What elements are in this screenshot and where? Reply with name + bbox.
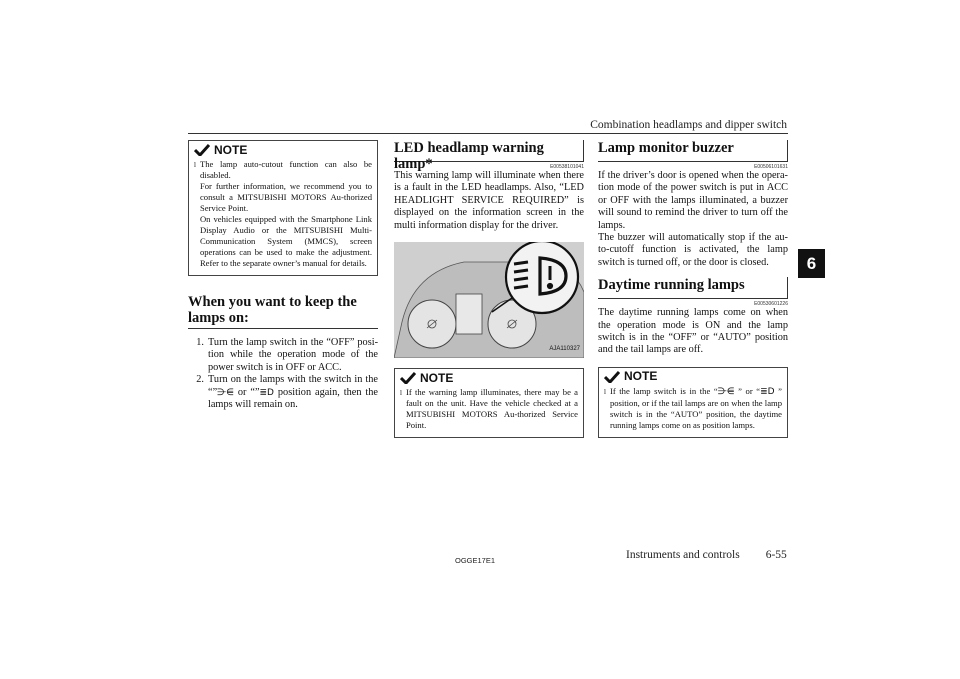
footer-section: Instruments and controls xyxy=(626,549,740,561)
page-footer xyxy=(626,549,787,561)
headlamp-icon: ≣D xyxy=(760,386,775,397)
note-label: NOTE xyxy=(420,370,454,385)
instrument-cluster-figure xyxy=(394,242,584,358)
note-para: On vehicles equipped with the Smartphone Link Display Audio or the MITSUBISHI Multi-Communication System (MMCS), screen operations can be used to make the adjustment. Refer to the separate owner’s manual for details. xyxy=(199,214,372,268)
cluster-illustration xyxy=(394,242,584,358)
step-item: 1. Turn the lamp switch in the “OFF” posi-tion while the operation mode of the power switch is in OFF or ACC. xyxy=(196,337,378,373)
page-number: 6-55 xyxy=(765,549,787,561)
bullet-icon: l xyxy=(194,161,196,169)
checkmark-icon xyxy=(400,372,416,384)
checkmark-icon xyxy=(604,371,620,383)
header-rule xyxy=(188,133,788,134)
steps-list xyxy=(188,337,378,411)
parking-lamp-icon: ⋺⋹ xyxy=(217,387,234,398)
chapter-tab: 6 xyxy=(798,249,825,278)
figure-label: AJA110327 xyxy=(549,346,580,353)
note-box-drl: NOTE l If the lamp switch is in the “⋺⋹ ” or “≣D ” position, or if the tail lamps are on when the lamp switch is in the “AUTO” position, the daytime running lamps come on as position lamps. xyxy=(598,367,788,438)
document-code: OGGE17E1 xyxy=(455,556,496,565)
buzzer-body: If the driver’s door is opened when the opera-tion mode of the power switch is put in ACC or OFF with the lamps illuminated, a buzzer will sound to remind the driver to turn off the lamps. xyxy=(598,170,788,231)
column-2 xyxy=(394,140,584,438)
drl-body: The daytime running lamps come on when the operation mode is ON and the lamp switch is in the “OFF” or “AUTO” position and the tail lamps are off. xyxy=(598,307,788,356)
bullet-icon: l xyxy=(604,387,606,396)
buzzer-body: The buzzer will automatically stop if the au-to-cutoff function is activated, the lamp switch is turned off, or the door is closed. xyxy=(598,232,788,268)
note-para: If the warning lamp illuminates, there may be a fault on the unit. Have the vehicle checked at a MITSUBISHI MOTORS Au-thorized Service Point. xyxy=(405,387,578,431)
led-warning-body: This warning lamp will illuminate when there is a fault in the LED headlamps. Also, “LED HEADLIGHT SERVICE REQUIRED” is displayed on the information screen in the multi information display for the driver. xyxy=(394,170,584,231)
section-code: E00506101631 xyxy=(754,164,788,170)
section-code: E00530601226 xyxy=(754,301,788,308)
bullet-icon: l xyxy=(400,389,402,398)
heading-led-warning: LED headlamp warning lamp* xyxy=(394,140,584,162)
parking-lamp-icon: ⋺⋹ xyxy=(717,386,735,397)
note-box-warning xyxy=(394,368,584,438)
headlamp-icon: ≣D xyxy=(259,387,274,398)
heading-keep-lamps-on: When you want to keep the lamps on: xyxy=(188,294,378,329)
note-para: The lamp auto-cutout function can also be disabled. xyxy=(199,159,372,180)
note-para: For further information, we recommend you to consult a MITSUBISHI MOTORS Au-thorized Service Point. xyxy=(199,181,372,213)
note-header xyxy=(604,371,782,383)
step-item: 2. Turn on the lamps with the switch in the “”⋺⋹ or “”≣D position again, then the lamps will remain on. xyxy=(196,374,378,411)
note-header xyxy=(194,144,372,156)
column-3 xyxy=(598,140,788,438)
heading-daytime-running-lamps: Daytime running lamps xyxy=(598,277,788,299)
note-header xyxy=(400,372,578,384)
heading-lamp-monitor-buzzer: Lamp monitor buzzer xyxy=(598,140,788,162)
section-code: E00538101041 xyxy=(550,164,584,170)
note-label: NOTE xyxy=(624,369,658,384)
column-1 xyxy=(188,140,378,411)
checkmark-icon xyxy=(194,144,210,156)
note-box-auto-cutout xyxy=(188,140,378,276)
note-label: NOTE xyxy=(214,142,248,157)
running-header: Combination headlamps and dipper switch xyxy=(590,119,787,131)
